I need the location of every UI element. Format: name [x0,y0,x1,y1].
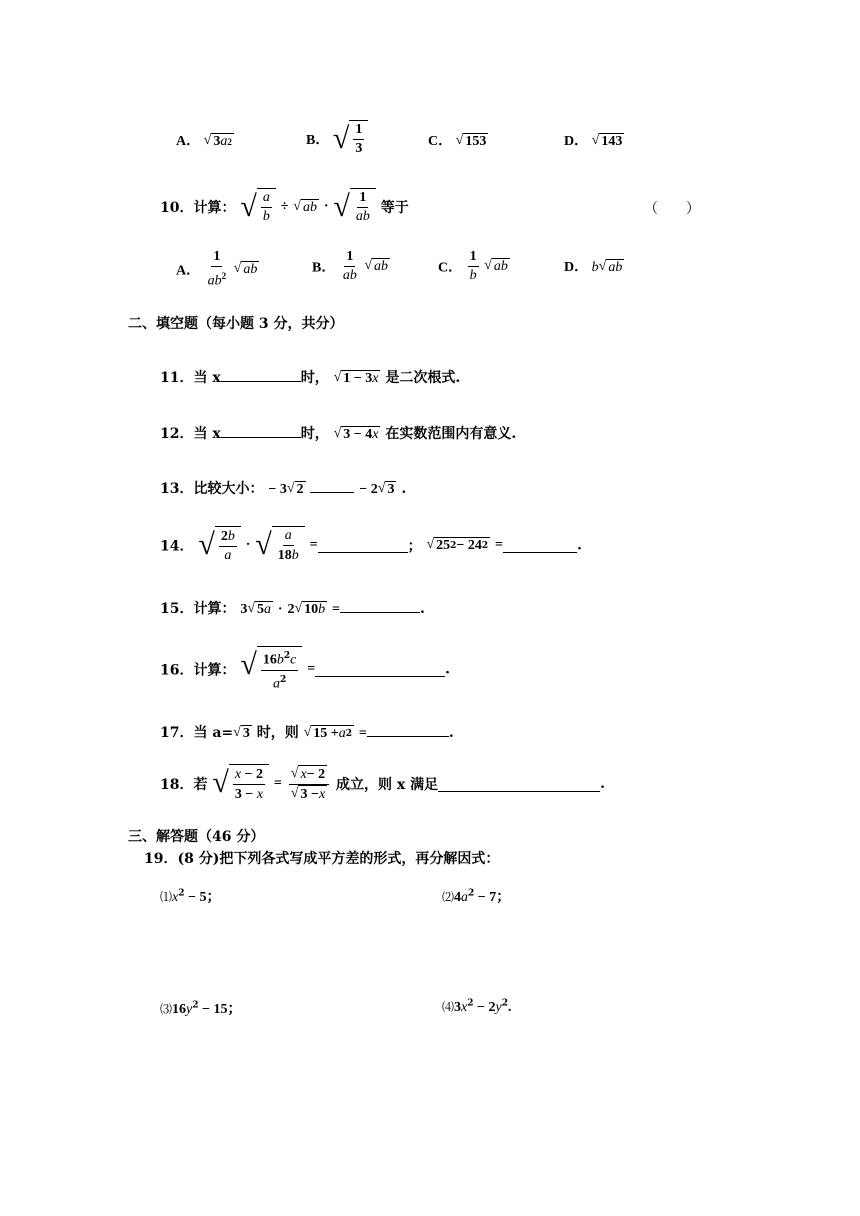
sqrt: √ x − 2 [290,765,326,782]
question-15: 15．计算： 3 √ 5 a · 2 √ 10 b = . [160,598,425,618]
q19-part-4: $⑷3x^2 - 2y^2$. [442,998,512,1015]
sqrt: √ $\frac{1}{3}$ [333,120,368,158]
question-11: 11．当 x 时， √ 1 − 3 x 是二次根式. [160,367,460,387]
question-14: 14． √ $\frac{2b}{a}$ · √ $\frac{a}{18b}$ = ； √ 25 2 − 24 2 = . [160,528,582,563]
answer-blank[interactable] [221,423,301,438]
sqrt: √ 1 − 3 x [333,369,379,386]
question-18: 18．若 √ $\frac{x - 2}{3 - x}$ = √ x − 2 √ 3 − x 成立，则 x 满足 . [160,765,606,802]
answer-blank[interactable] [438,777,600,792]
sqrt: √ $\frac{16b^2c}{a^2}$ [240,646,302,693]
sqrt: √ $\frac{1}{ab}$ [333,188,375,226]
answer-blank[interactable] [315,662,445,677]
question-10: 10．计算： √ $\frac{a}{b}$ ÷ √ ab · √ $\frac{1}{ab}$ 等于 [160,190,409,224]
q9-option-c [428,130,488,150]
q9-option-d [564,130,624,150]
sqrt: √ $\frac{x - 2}{3 - x}$ [212,764,269,804]
sqrt: √ 25 2 − 24 2 [426,537,489,553]
section-title: 二、填空题（每小题 3 分，共分） [128,316,344,332]
question-13: 13．比较大小： − 3 √ 2 − 2 √ 3 . [160,478,406,498]
sqrt: √ 15 + a 2 [303,724,353,741]
q19-part-2: $⑵4a^2 - 7$； [442,888,511,905]
sqrt: √ 3 [233,724,250,741]
sqrt: √ 153 [455,133,487,150]
q10-option-b: B． $\frac{1}{ab}$ √ ab [312,249,389,283]
sqrt: √ 5 a [247,600,272,617]
sqrt: √ ab [293,198,317,215]
sqrt: √ 2 [286,480,304,497]
sqrt: √ 3 a 2 [203,133,232,150]
sqrt: √ ab [598,259,623,276]
sqrt: √ $\frac{2b}{a}$ [198,526,240,565]
question-17: 17．当 a= √ 3 时，则 √ 15 + a 2 = . [160,722,454,742]
answer-blank[interactable] [367,722,449,737]
sqrt: √ $\frac{a}{18b}$ [255,526,304,565]
answer-blank[interactable] [503,538,577,553]
sqrt: √ 3 − 4 x [333,425,379,442]
option-label: A． [176,134,201,149]
sqrt: √ 10 b [294,600,326,617]
option-label: C． [428,134,453,149]
sqrt: √ 3 − x [290,785,326,802]
q19-part-1: $⑴x^2 - 5$； [160,888,221,905]
option-label: D． [564,134,589,149]
question-12: 12．当 x 时， √ 3 − 4 x 在实数范围内有意义. [160,423,516,443]
q19-part-3: $⑶16y^2 - 15$； [160,1000,242,1017]
option-label: B． [306,133,330,148]
q10-option-a: A． $\frac{1}{ab^2}$ √ ab [176,249,258,289]
sqrt: √ ab [233,260,258,277]
sqrt: √ $\frac{a}{b}$ [240,188,275,226]
q9-option-a [176,130,234,150]
sqrt: √ 143 [591,133,623,150]
question-19: 19．(8 分)把下列各式写成平方差的形式，再分解因式： [144,851,500,867]
sqrt: √ 3 [377,480,395,497]
sqrt: √ ab [364,258,389,274]
answer-paren: （ ） [644,201,700,217]
answer-blank[interactable] [221,367,301,382]
answer-blank[interactable] [340,598,420,613]
section-title: 三、解答题（46 分） [128,829,265,845]
answer-blank[interactable] [318,538,408,553]
q10-option-d: D． b √ ab [564,259,623,276]
answer-blank[interactable] [310,478,354,493]
sqrt: √ ab [484,258,508,274]
q9-option-b [306,120,368,158]
fraction [289,765,329,804]
q10-option-c: C． $\frac{1}{b}$ √ ab [438,249,508,283]
question-16: 16．计算： √ $\frac{16b^2c}{a^2}$ = . [160,648,451,692]
